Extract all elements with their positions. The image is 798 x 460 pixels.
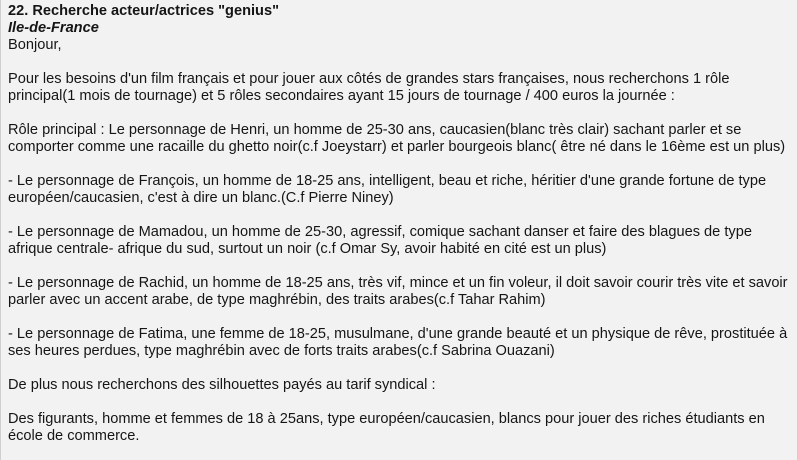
ad-region: Ile-de-France [8, 20, 99, 36]
role-mamadou-paragraph: - Le personnage de Mamadou, un homme de 25-30, agressif, comique sachant danser et faire des blagues de type afrique centrale- afrique du sud, surtout un noir (c.f Omar Sy, avoir habité en cité est un plus) [8, 224, 752, 257]
ad-greeting: Bonjour, [8, 37, 62, 53]
role-francois-paragraph: - Le personnage de François, un homme de 18-25 ans, intelligent, beau et riche, héritier d'une grande fortune de type européen/caucasien, c'est à dire un blanc.(C.f Pierre Niney) [8, 173, 767, 206]
role-henri-paragraph: Rôle principal : Le personnage de Henri, un homme de 25-30 ans, caucasien(blanc très clair) sachant parler et se comporter comme une racaille du ghetto noir(c.f Joeystarr) et parler bourgeois blanc( être né dans le 16ème est un plus) [8, 122, 786, 155]
extras-paragraph: Des figurants, homme et femmes de 18 à 25ans, type européen/caucasien, blancs pour jouer des riches étudiants en école de commerce. [8, 411, 765, 444]
intro-paragraph: Pour les besoins d'un film français et pour jouer aux côtés de grandes stars françaises, nous recherchons 1 rôle principal(1 mois de tournage) et 5 rôles secondaires ayant 15 jours de tournage / 400 euros la journée : [8, 71, 730, 104]
role-fatima-paragraph: - Le personnage de Fatima, une femme de 18-25, musulmane, d'une grande beauté et un physique de rêve, prostituée à ses heures perdues, type maghrébin avec de forts traits arabes(c.f Sabrina Ouazani) [8, 326, 788, 359]
silhouettes-paragraph: De plus nous recherchons des silhouettes payés au tarif syndical : [8, 377, 436, 393]
ad-title: 22. Recherche acteur/actrices "genius" [8, 3, 279, 19]
role-rachid-paragraph: - Le personnage de Rachid, un homme de 18-25 ans, très vif, mince et un fin voleur, il doit savoir courir très vite et savoir parler avec un accent arabe, de type maghrébin, des traits arabes(c.f Tahar Rahim) [8, 275, 788, 308]
